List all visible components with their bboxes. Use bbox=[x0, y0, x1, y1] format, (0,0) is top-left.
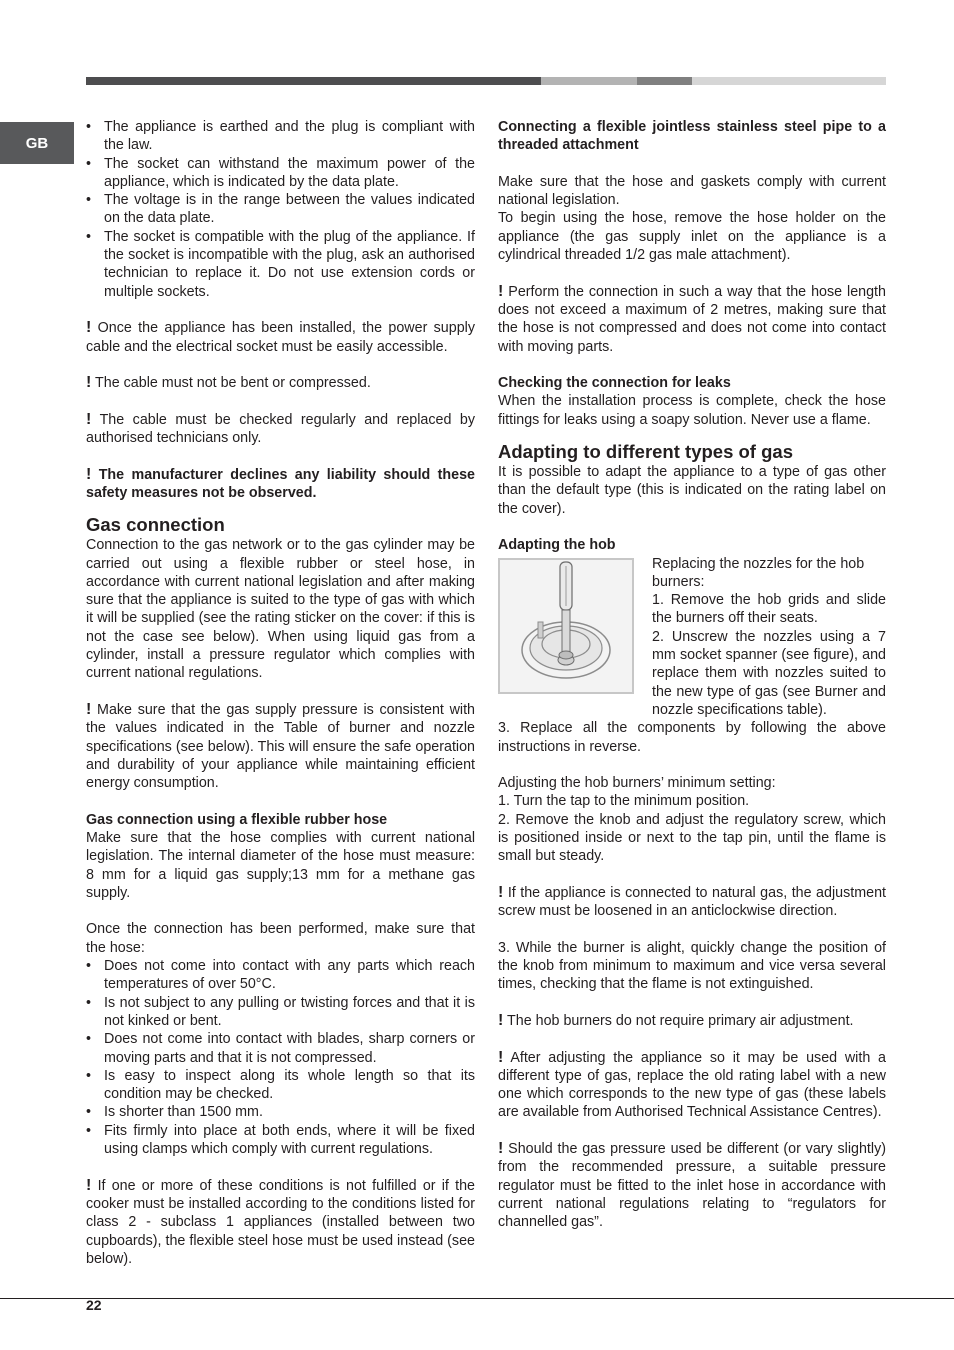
exclamation-icon: ! bbox=[498, 883, 504, 901]
subsection-heading: Gas connection using a flexible rubber hose bbox=[86, 811, 388, 828]
list-item: • Is easy to inspect along its whole length so that its condition may be checked. bbox=[86, 1067, 475, 1104]
list-item: • The voltage is in the range between the values indicated on the data plate. bbox=[86, 191, 475, 228]
right-column bbox=[498, 118, 886, 1232]
language-tab: GB bbox=[0, 122, 74, 164]
left-column bbox=[86, 118, 475, 1268]
paragraph: 3. While the burner is alight, quickly change the position of the knob from minimum to maximum and vice versa several times, checking that the flame is not extinguished. bbox=[498, 939, 886, 993]
header-bar-segment bbox=[637, 77, 692, 85]
list-item: • The socket is compatible with the plug of the appliance. If the socket is incompatible with the plug, ask an authorised technician to replace it. Do not use extension cords or multiple sockets. bbox=[86, 228, 475, 301]
paragraph: Make sure that the hose complies with current national legislation. The internal diameter of the hose must measure: 8 mm for a liquid gas supply;13 mm for a methane gas supply. bbox=[86, 829, 475, 901]
section-heading: Gas connection bbox=[86, 514, 225, 536]
paragraph: 1. Turn the tap to the minimum position. bbox=[498, 793, 750, 810]
electrical-checklist bbox=[86, 118, 475, 301]
paragraph: Adjusting the hob burners’ minimum setting: bbox=[498, 775, 776, 792]
list-item: • Does not come into contact with any parts which reach temperatures of over 50°C. bbox=[86, 957, 475, 994]
burner-nozzle-spanner-icon bbox=[498, 558, 634, 694]
paragraph: Connection to the gas network or to the gas cylinder may be carried out using a flexible rubber or steel hose, in accordance with current national legislation and after making sure that the appliance is suited to the type of gas with which it will be supplied (see the rating sticker on the cover: if this is not the case see below). When using liquid gas from a cylinder, install a pressure regulator which complies with current national regulations. bbox=[86, 537, 475, 682]
paragraph: Once the connection has been performed, make sure that the hose: bbox=[86, 921, 475, 956]
subsection-heading: Connecting a flexible jointless stainless steel pipe to a threaded attachment bbox=[498, 119, 886, 154]
paragraph: Make sure that the hose and gaskets comply with current national legislation. bbox=[498, 173, 886, 209]
subsection-heading: Adapting the hob bbox=[498, 537, 616, 554]
warning-note: ! The cable must not be bent or compressed. bbox=[86, 374, 371, 392]
exclamation-icon: ! bbox=[86, 465, 92, 483]
header-bar-segment bbox=[541, 77, 637, 85]
warning-note: ! After adjusting the appliance so it may be used with a different type of gas, replace the old rating label with a new one which corresponds to the new type of gas (these labels are available from Authorised Technical Assistance Centres). bbox=[498, 1048, 887, 1121]
exclamation-icon: ! bbox=[498, 1011, 504, 1029]
exclamation-icon: ! bbox=[86, 700, 92, 718]
header-bar-segment bbox=[86, 77, 541, 85]
warning-note: ! Perform the connection in such a way that the hose length does not exceed a maximum of 2 metres, making sure that the hose is not compressed and does not come into contact with moving parts. bbox=[498, 282, 886, 355]
exclamation-icon: ! bbox=[86, 1176, 92, 1194]
liability-note: ! The manufacturer declines any liability should these safety measures not be observed. bbox=[86, 465, 475, 501]
section-heading: Adapting to different types of gas bbox=[498, 441, 793, 463]
warning-note: ! Make sure that the gas supply pressure is consistent with the values indicated in the Table of burner and nozzle specifications (see below). This will ensure the safe operation and durability of your appliance while maintaining efficient energy consumption. bbox=[86, 700, 475, 792]
paragraph: When the installation process is complete, check the hose fittings for leaks using a soapy solution. Never use a flame. bbox=[498, 393, 886, 428]
list-item: • Is not subject to any pulling or twisting forces and that it is not kinked or bent. bbox=[86, 994, 475, 1031]
warning-note: ! The cable must be checked regularly and replaced by authorised technicians only. bbox=[86, 410, 475, 447]
list-item: • Fits firmly into place at both ends, where it will be fixed using clamps which comply with current regulations. bbox=[86, 1122, 475, 1159]
exclamation-icon: ! bbox=[86, 374, 92, 392]
footer-rule bbox=[0, 1298, 954, 1299]
hob-nozzle-steps bbox=[652, 555, 886, 720]
warning-note: ! If one or more of these conditions is not fulfilled or if the cooker must be installed according to the conditions listed for class 2 - subclass 1 appliances (installed between two cupboards), the flexible steel hose must be used instead (see below). bbox=[86, 1176, 475, 1267]
warning-note: ! Should the gas pressure used be different (or vary slightly) from the recommended pressure, a suitable pressure regulator must be fitted to the inlet hose in accordance with current national regulations relating to “regulators for channelled gas”. bbox=[498, 1140, 886, 1231]
list-item: • The appliance is earthed and the plug is compliant with the law. bbox=[86, 118, 475, 155]
list-item: • Is shorter than 1500 mm. bbox=[86, 1103, 475, 1121]
list-item: • The socket can withstand the maximum power of the appliance, which is indicated by the data plate. bbox=[86, 155, 475, 192]
paragraph: Replacing the nozzles for the hob burners: bbox=[652, 555, 865, 590]
exclamation-icon: ! bbox=[86, 319, 92, 337]
exclamation-icon: ! bbox=[498, 282, 504, 300]
paragraph: 2. Unscrew the nozzles using a 7 mm socket spanner (see figure), and replace them with nozzles suited to the new type of gas (see Burner and nozzle specifications table). bbox=[652, 628, 886, 718]
subsection-heading: Checking the connection for leaks bbox=[498, 375, 731, 392]
paragraph: To begin using the hose, remove the hose holder on the appliance (the gas supply inlet on the appliance is a cylindrical threaded 1/2 gas male attachment). bbox=[498, 210, 886, 264]
exclamation-icon: ! bbox=[86, 410, 92, 428]
paragraph: 2. Remove the knob and adjust the regulatory screw, which is positioned inside or next to the tap pin, until the flame is small but steady. bbox=[498, 811, 886, 865]
exclamation-icon: ! bbox=[498, 1140, 504, 1158]
warning-note: ! The hob burners do not require primary air adjustment. bbox=[498, 1011, 854, 1029]
header-color-bar bbox=[86, 77, 886, 85]
paragraph: 1. Remove the hob grids and slide the burners off their seats. bbox=[652, 592, 886, 627]
warning-note: ! Once the appliance has been installed, the power supply cable and the electrical socket must be easily accessible. bbox=[86, 319, 475, 355]
exclamation-icon: ! bbox=[498, 1048, 504, 1066]
paragraph: 3. Replace all the components by following the above instructions in reverse. bbox=[498, 720, 886, 755]
paragraph: It is possible to adapt the appliance to a type of gas other than the default type (this is indicated on the rating label on the cover). bbox=[498, 464, 886, 517]
warning-note: ! If the appliance is connected to natural gas, the adjustment screw must be loosened in an anticlockwise direction. bbox=[498, 883, 886, 920]
hose-checklist bbox=[86, 957, 475, 1158]
hob-figure-block bbox=[498, 555, 886, 720]
list-item: • Does not come into contact with blades, sharp corners or moving parts and that it is not compressed. bbox=[86, 1030, 475, 1067]
header-bar-segment bbox=[692, 77, 886, 85]
page-number: 22 bbox=[86, 1297, 102, 1313]
